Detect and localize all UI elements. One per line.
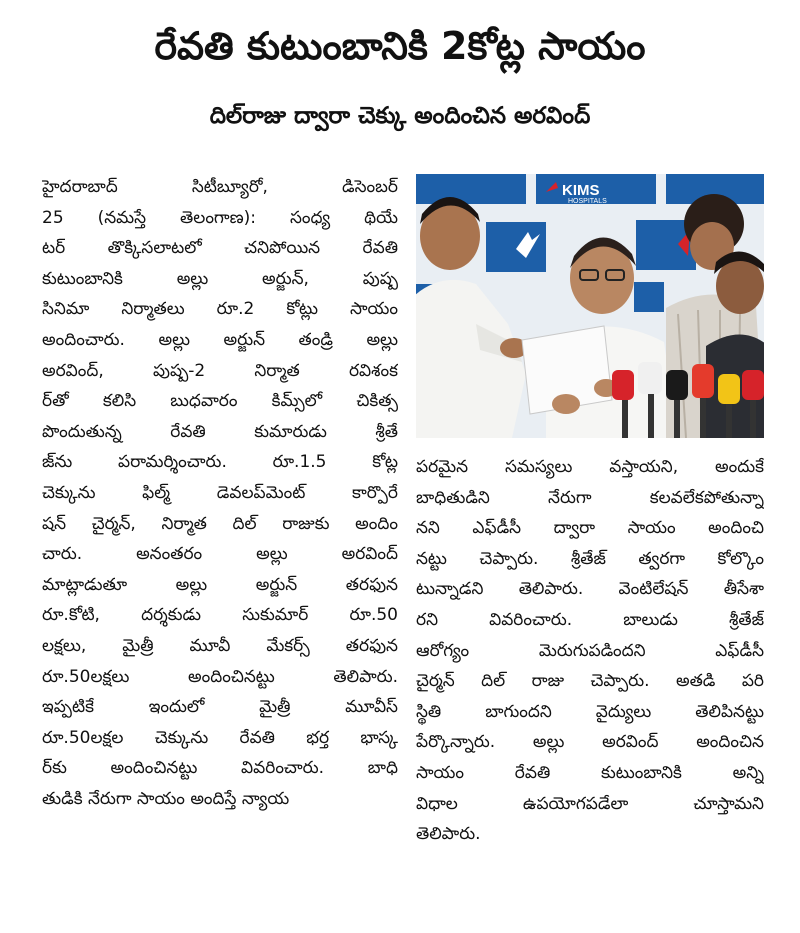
headline: రేవతి కుటుంబానికి 2కోట్ల సాయం (154, 24, 646, 68)
article-line: పేర్కొన్నారు. అల్లు అరవింద్ అందించిన (416, 732, 764, 753)
article-line: తుడికి నేరుగా సాయం అందిస్తే న్యాయ (42, 788, 290, 809)
news-photo (416, 174, 764, 438)
article-right-column (416, 452, 764, 850)
article-line: 25 (నమస్తే తెలంగాణ): సంధ్య థియే (42, 207, 398, 228)
article-line: పొందుతున్న రేవతి కుమారుడు శ్రీతే (42, 421, 398, 442)
banner-subtext: HOSPITALS (568, 198, 607, 205)
article-line: నని ఎఫ్‌డీసీ ద్వారా సాయం అందించి (416, 518, 764, 539)
article-line: టున్నాడని తెలిపారు. వెంటిలేషన్ తీసేశా (416, 579, 764, 600)
banner-text: KIMS (562, 182, 600, 199)
article-line: తెలిపారు. (416, 824, 481, 845)
article-line: చెక్కును ఫిల్మ్ డెవలప్‌మెంట్ కార్పొరే (42, 482, 398, 503)
article-line: రూ.50లక్షలు అందించినట్టు తెలిపారు. (42, 666, 398, 687)
article-line: కుటుంబానికి అల్లు అర్జున్, పుష్ప (42, 268, 398, 289)
article-line: అందించారు. అల్లు అర్జున్ తండ్రి అల్లు (42, 329, 398, 350)
cheque-envelope (522, 326, 618, 414)
article-left-column (42, 172, 398, 814)
article-line: అరవింద్, పుష్ప-2 నిర్మాత రవిశంక (42, 360, 398, 381)
article-line: షన్ చైర్మన్, నిర్మాత దిల్ రాజుకు అందిం (42, 513, 398, 534)
article-line: సినిమా నిర్మాతలు రూ.2 కోట్లు సాయం (42, 299, 398, 320)
article-line: రని వివరించారు. బాలుడు శ్రీతేజ్ (416, 609, 764, 630)
article-line: ర్‌కు అందించినట్టు వివరించారు. బాధి (42, 758, 398, 779)
article-line: విధాల ఉపయోగపడేలా చూస్తామని (416, 793, 764, 814)
article-line: ఆరోగ్యం మెరుగుపడిందని ఎఫ్‌డీసీ (416, 640, 764, 661)
article-line: హైదరాబాద్ సిటీబ్యూరో, డిసెంబర్ (42, 177, 398, 197)
subheadline: దిల్‌రాజు ద్వారా చెక్కు అందించిన అరవింద్ (209, 103, 591, 129)
article-line: నట్టు చెప్పారు. శ్రీతేజ్ త్వరగా కోల్కొం (416, 548, 764, 569)
article-line: బాధితుడిని నేరుగా కలవలేకపోతున్నా (416, 487, 764, 508)
article-line: మాట్లాడుతూ అల్లు అర్జున్ తరఫున (42, 574, 398, 595)
article-line: జ్‌ను పరామర్శించారు. రూ.1.5 కోట్ల (42, 452, 398, 473)
article-line: ఇప్పటికే ఇందులో మైత్రీ మూవీస్ (42, 697, 398, 718)
article-line: టర్ తొక్కిసలాటలో చనిపోయిన రేవతి (42, 238, 398, 259)
article-line: లక్షలు, మైత్రీ మూవీ మేకర్స్ తరఫున (42, 635, 398, 656)
photo-illustration (416, 174, 764, 438)
article-line: చైర్మన్ దిల్ రాజు చెప్పారు. అతడి పరి (416, 671, 764, 692)
article-line: స్థితి బాగుందని వైద్యులు తెలిపినట్టు (416, 701, 764, 722)
article-line: రూ.కోటి, దర్శకుడు సుకుమార్ రూ.50 (42, 605, 398, 626)
article-line: సాయం రేవతి కుటుంబానికి అన్ని (416, 762, 764, 783)
article-line: ర్‌తో కలిసి బుధవారం కిమ్స్‌లో చికిత్స (42, 391, 398, 412)
article-line: పరమైన సమస్యలు వస్తాయని, అందుకే (416, 457, 764, 477)
article-line: చారు. అనంతరం అల్లు అరవింద్ (42, 544, 398, 565)
article-line: రూ.50లక్షల చెక్కును రేవతి భర్త భాస్క (42, 727, 398, 748)
